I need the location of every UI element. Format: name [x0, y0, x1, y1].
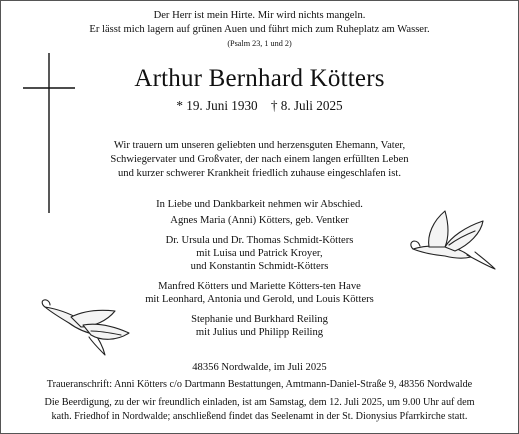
- family-group-4-line-2: mit Julius und Philipp Reiling: [195, 327, 324, 338]
- farewell-intro: In Liebe und Dankbarkeit nehmen wir Abschied.: [156, 199, 363, 210]
- psalm-line-1: Der Herr ist mein Hirte. Mir wird nichts mangeln.: [153, 10, 366, 21]
- dove-icon: [35, 297, 133, 357]
- family-group-2-line-3: und Konstantin Schmidt-Kötters: [190, 261, 329, 272]
- place-date: 48356 Nordwalde, im Juli 2025: [192, 362, 327, 373]
- family-group-2-line-2: mit Luisa und Patrick Kroyer,: [196, 248, 323, 259]
- mourning-line-2: Schwiegervater und Großvater, der nach einem langen erfüllten Leben: [110, 154, 409, 165]
- psalm-reference: (Psalm 23, 1 und 2): [227, 39, 292, 48]
- mourning-address: Traueranschrift: Anni Kötters c/o Dartmann Bestattungen, Amtmann-Daniel-Straße 9, 48356 Nordwalde: [46, 379, 473, 390]
- family-group-3-line-2: mit Leonhard, Antonia und Gerold, und Louis Kötters: [145, 294, 374, 305]
- family-group-3-line-1: Manfred Kötters und Mariette Kötters-ten Have: [158, 281, 361, 292]
- family-group-4-line-1: Stephanie und Burkhard Reiling: [191, 314, 328, 325]
- dove-icon: [405, 205, 505, 271]
- mourning-line-1: Wir trauern um unseren geliebten und herzensguten Ehemann, Vater,: [113, 140, 406, 151]
- family-group-2-line-1: Dr. Ursula und Dr. Thomas Schmidt-Kötters: [165, 235, 354, 246]
- funeral-line-1: Die Beerdigung, zu der wir freundlich einladen, ist am Samstag, dem 12. Juli 2025, um 9.00 Uhr auf dem: [44, 397, 475, 408]
- family-group-1-line-1: Agnes Maria (Anni) Kötters, geb. Ventker: [170, 215, 349, 226]
- life-dates: [1, 98, 518, 114]
- psalm-line-2: Er lässt mich lagern auf grünen Auen und führt mich zum Ruheplatz am Wasser.: [89, 24, 430, 35]
- death-date: † 8. Juli 2025: [270, 98, 343, 113]
- funeral-line-2: kath. Friedhof in Nordwalde; anschließend findet das Seelenamt in der St. Dionysius Pfarrkirche statt.: [51, 411, 468, 422]
- birth-date: * 19. Juni 1930: [176, 98, 258, 113]
- deceased-name: Arthur Bernhard Kötters: [134, 65, 385, 92]
- mourning-line-3: und kurzer schwerer Krankheit friedlich zuhause eingeschlafen ist.: [118, 168, 401, 179]
